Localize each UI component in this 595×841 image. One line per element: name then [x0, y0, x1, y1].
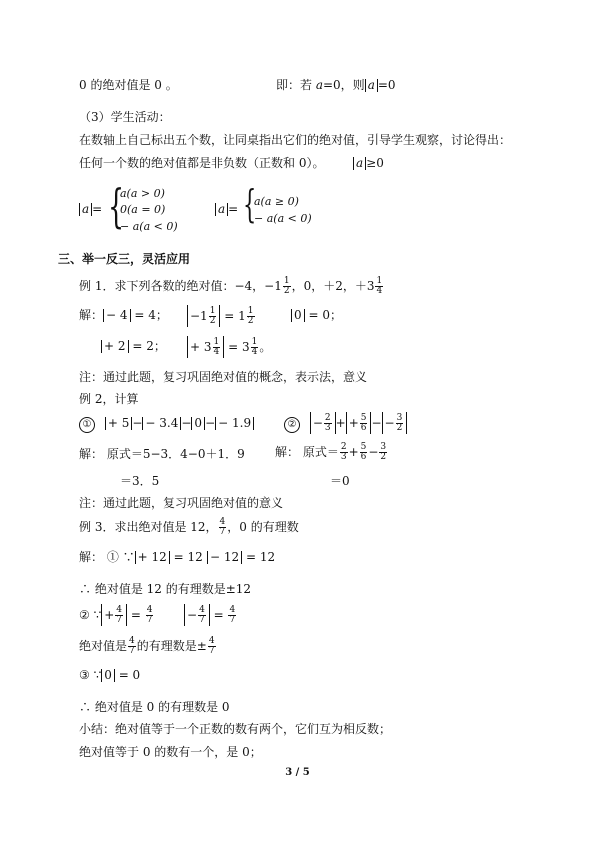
abs-bar: − $\frac{2}{3}$: [310, 412, 336, 434]
abs-bar: [187, 305, 220, 327]
denominator: 7: [116, 615, 123, 625]
formula-var: a: [315, 78, 323, 92]
text: 例 1．求下列各数的绝对值：−4，−1: [79, 279, 282, 293]
example-2-problem-1: ① + 5 − − 3.4 − 0 − − 1.9: [79, 415, 254, 433]
fraction: [324, 414, 332, 433]
example-2-solution-1a: 解： 原式＝5−3．4−0＋1．9: [79, 447, 245, 461]
fraction: [251, 338, 259, 357]
text: = 4；: [134, 308, 168, 322]
piecewise-1-lhs: a =: [79, 201, 102, 217]
abs-bar: − 3.4: [142, 417, 181, 430]
numerator: 4: [229, 605, 236, 615]
numerator: 4: [199, 605, 205, 615]
text: = 2；: [132, 339, 166, 353]
formula-text: ≥0: [366, 156, 384, 170]
abs-bar: 0: [291, 309, 305, 322]
numerator: 4: [129, 636, 135, 646]
solution-label: 解：: [79, 550, 104, 564]
abs-bar: 0: [191, 417, 205, 430]
example-3-conclusion-2: [79, 637, 217, 656]
text: ，0 的有理数: [227, 520, 299, 534]
text: ，0，＋2，＋3: [291, 279, 375, 293]
circled-number: ②: [284, 417, 300, 433]
denominator: 4: [251, 347, 258, 357]
case1-line-2: 0(a = 0): [120, 203, 166, 216]
numerator: 4: [146, 605, 153, 615]
text: + 3: [190, 340, 212, 354]
fraction: [213, 338, 221, 357]
denominator: 7: [146, 615, 153, 625]
denominator: 7: [129, 646, 135, 656]
denominator: 2: [283, 286, 290, 296]
fraction: [379, 443, 387, 462]
page-number: 3 / 5: [285, 767, 310, 778]
fraction: [146, 606, 154, 625]
numerator: 3: [396, 413, 403, 423]
example-1-solution-c: [291, 307, 342, 323]
abs-bar: − $\frac{4}{7}$: [184, 604, 210, 626]
example-1-solution-d: [101, 338, 166, 354]
fraction: [283, 277, 291, 296]
numerator: 5: [360, 442, 367, 452]
example-2-solution-1b: ＝3．5: [120, 474, 160, 488]
example-3-solution-1b: [207, 549, 275, 565]
example-3-solution-1: [79, 549, 203, 565]
denominator: 2: [209, 316, 216, 326]
text: 的有理数是±: [136, 639, 207, 653]
numerator: 4: [116, 605, 123, 615]
fraction: [209, 307, 217, 326]
numerator: 1: [247, 306, 254, 316]
nonneg-formula: [353, 155, 384, 171]
numerator: 1: [376, 276, 383, 286]
section-heading: 三、举一反三，灵活应用: [58, 252, 191, 266]
note-1: 注：通过此题，复习巩固绝对值的概念，表示法，意义: [79, 370, 368, 384]
fraction: [360, 414, 368, 433]
example-1-prompt: [79, 277, 384, 296]
denominator: 4: [213, 347, 220, 357]
text: = 12: [173, 550, 203, 564]
abs-bar: + $\frac{5}{6}$: [346, 412, 372, 434]
numerator: 1: [251, 337, 258, 347]
text: −1: [190, 309, 208, 323]
fraction: [128, 637, 136, 656]
denominator: 7: [229, 615, 236, 625]
denominator: 3: [324, 423, 331, 433]
text: 解： 原式＝: [275, 445, 339, 459]
example-1-solution-a: [79, 307, 168, 323]
zero-abs-statement: 0 的绝对值是 0 。: [79, 78, 178, 92]
numerator: 1: [213, 337, 220, 347]
example-3-solution-3: [79, 667, 140, 683]
activity-title: （3）学生活动：: [79, 110, 171, 124]
note-2: 注：通过此题，复习巩固绝对值的意义: [79, 496, 284, 510]
example-1-solution-e: [187, 336, 271, 358]
text: ① ∵: [106, 550, 135, 564]
text: = 12: [245, 550, 276, 564]
fraction: [360, 443, 368, 462]
fraction: [198, 606, 206, 625]
denominator: 7: [199, 615, 205, 625]
denominator: 7: [219, 527, 226, 537]
abs-bar: − 1.9: [215, 417, 254, 430]
numerator: 5: [360, 413, 367, 423]
fraction: [247, 307, 255, 326]
example-3-prompt: [79, 518, 299, 537]
abs-bar: + $\frac{4}{7}$: [101, 604, 127, 626]
fraction: [375, 277, 383, 296]
abs-bar: − 12: [207, 551, 242, 564]
denominator: 4: [376, 286, 383, 296]
fraction: [228, 606, 236, 625]
abs-bar: − 4: [103, 309, 131, 322]
text: = 1: [224, 309, 246, 323]
denominator: 3: [340, 452, 347, 462]
example-1-solution-b: [187, 305, 256, 327]
solution-label: 解：: [79, 308, 104, 322]
abs-bar: [187, 336, 224, 358]
activity-paragraph-2: 任何一个数的绝对值都是非负数（正数和 0）。: [79, 156, 325, 170]
numerator: 1: [283, 276, 290, 286]
brace-2: {: [243, 182, 257, 226]
denominator: 2: [396, 423, 403, 433]
text: = 3: [228, 340, 250, 354]
abs-bar: a: [215, 203, 228, 216]
denominator: 2: [380, 452, 387, 462]
zero-abs-formula: [276, 77, 396, 93]
example-2-problem-2: ② − $\frac{2}{3}$ + + $\frac{5}{6}$ − − $\frac{3}{2}$: [284, 412, 407, 434]
example-3-solution-2b: − $\frac{4}{7}$ = $\frac{4}{7}$: [184, 604, 237, 626]
abs-bar: + 12: [135, 551, 170, 564]
formula-text: =0，则: [322, 78, 365, 92]
case2-line-1: a(a ≥ 0): [254, 195, 299, 208]
example-2-solution-2b: ＝0: [330, 474, 350, 488]
text: 例 3．求出绝对值是 12，: [79, 520, 218, 534]
example-3-conclusion-1: ∴ 绝对值是 12 的有理数是±12: [79, 582, 252, 596]
denominator: 7: [208, 646, 215, 656]
abs-bar: − $\frac{3}{2}$: [382, 412, 408, 434]
fraction: [396, 414, 404, 433]
abs-bar: 0: [101, 669, 115, 682]
circled-number: ①: [79, 417, 95, 433]
formula-text: =0: [377, 78, 396, 92]
example-2-solution-2a: 解： 原式＝ $\frac{2}{3}$ + $\frac{5}{6}$ − $\frac{3}{2}$: [275, 442, 387, 462]
text: = 0；: [308, 308, 342, 322]
brace-1: {: [108, 179, 125, 233]
summary-line-2: 绝对值等于 0 的数有一个，是 0；: [79, 745, 262, 759]
abs-bar: + 5: [105, 417, 133, 430]
case1-line-3: − a(a < 0): [120, 220, 178, 233]
text: ③ ∵: [79, 668, 102, 682]
formula-text: 即：若: [276, 78, 316, 92]
abs-bar: a: [365, 79, 378, 92]
numerator: 1: [209, 306, 216, 316]
text: = 0: [118, 668, 141, 682]
numerator: 4: [208, 636, 215, 646]
fraction: [219, 518, 227, 537]
example-3-solution-2: ② ∵ + $\frac{4}{7}$ = $\frac{4}{7}$: [79, 605, 153, 625]
example-2-title: 例 2，计算: [79, 392, 139, 406]
numerator: 2: [324, 413, 331, 423]
denominator: 6: [360, 452, 367, 462]
text: ② ∵: [79, 608, 102, 622]
fraction: [340, 443, 348, 462]
example-3-conclusion-3: ∴ 绝对值是 0 的有理数是 0: [79, 700, 230, 714]
numerator: 4: [219, 517, 226, 527]
denominator: 2: [247, 316, 254, 326]
text: 。: [259, 340, 272, 354]
numerator: 3: [380, 442, 387, 452]
fraction: [115, 606, 123, 625]
abs-bar: a: [353, 157, 366, 170]
text: 绝对值是: [79, 639, 128, 653]
denominator: 6: [360, 423, 367, 433]
summary-line-1: 小结：绝对值等于一个正数的数有两个，它们互为相反数；: [79, 722, 392, 736]
piecewise-2-lhs: a =: [215, 201, 238, 217]
abs-bar: a: [79, 203, 92, 216]
case1-line-1: a(a > 0): [120, 187, 165, 200]
fraction: [208, 637, 216, 656]
case2-line-2: − a(a < 0): [254, 212, 312, 225]
activity-paragraph-1: 在数轴上自己标出五个数，让同桌指出它们的绝对值，引导学生观察，讨论得出：: [79, 133, 512, 147]
abs-bar: + 2: [101, 340, 129, 353]
numerator: 2: [340, 442, 347, 452]
